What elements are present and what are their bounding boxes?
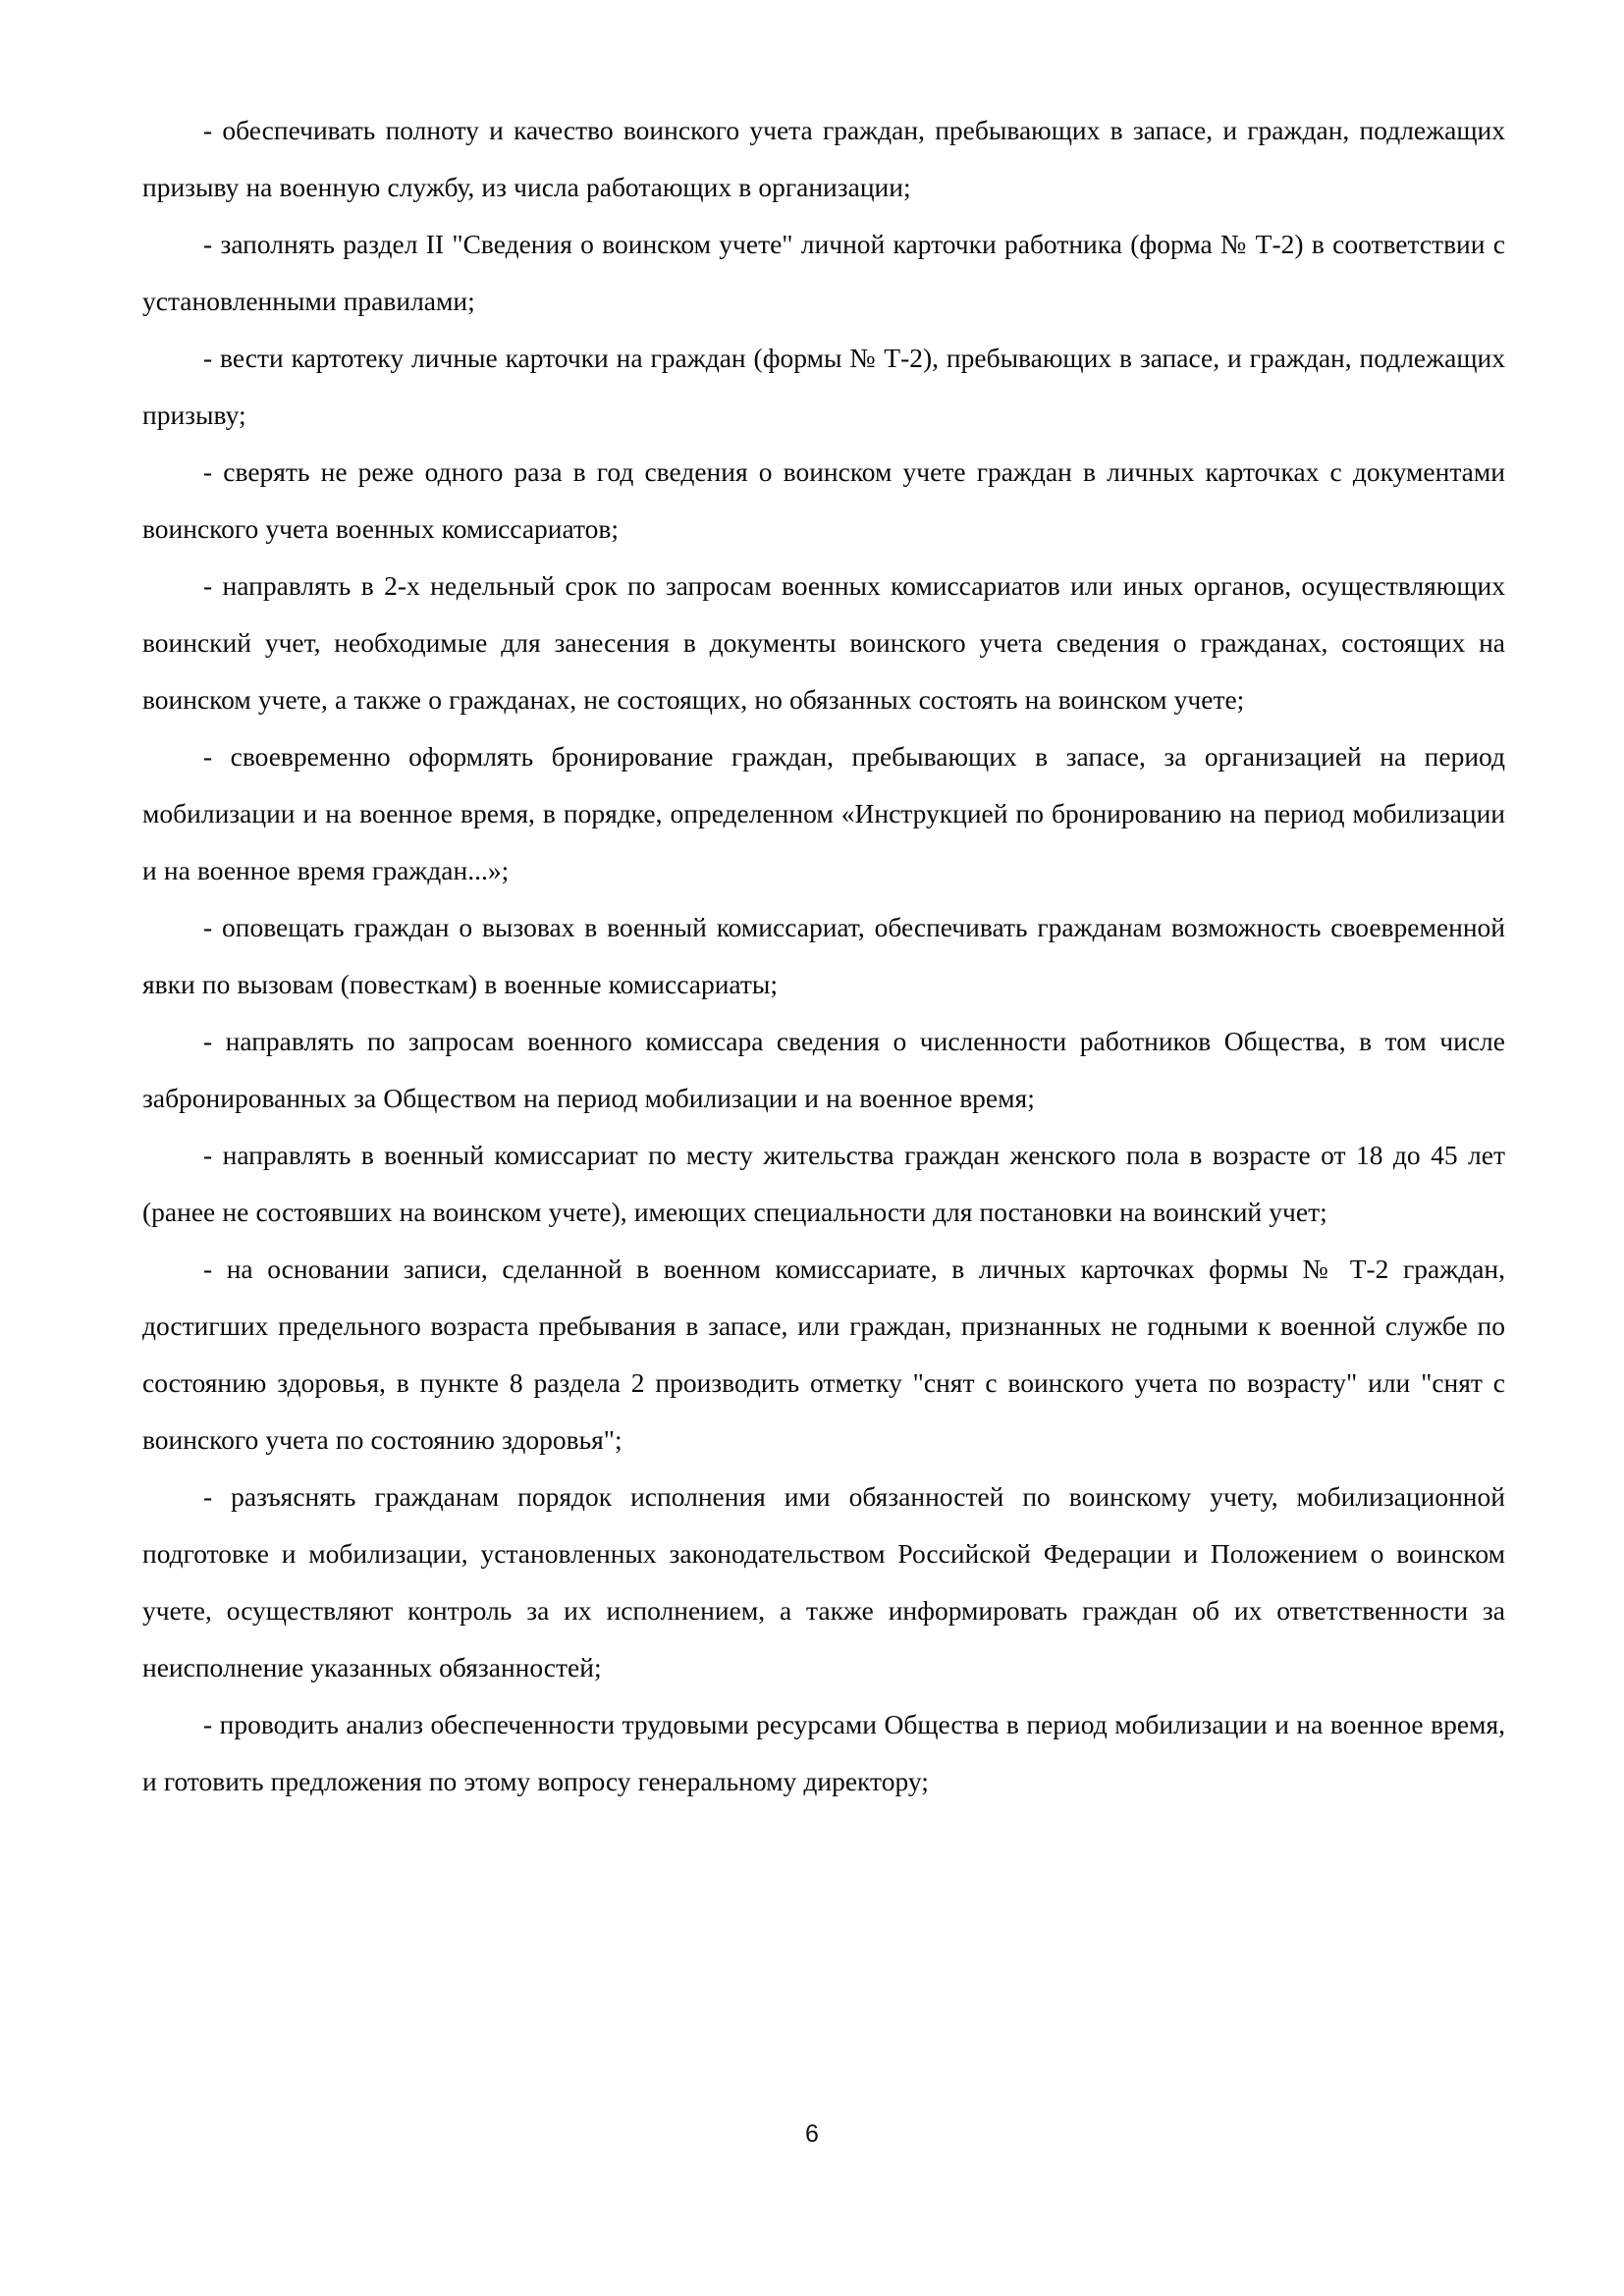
paragraph: - направлять в военный комиссариат по месту жительства граждан женского пола в возрасте от 18 до 45 лет (ранее не состоявших на воинском учете), имеющих специальности для постановки на воинский учет;: [142, 1140, 1505, 1227]
paragraph: - вести картотеку личные карточки на граждан (формы № Т-2), пребывающих в запасе, и граждан, подлежащих призыву;: [142, 343, 1505, 430]
paragraph: - заполнять раздел II "Сведения о воинском учете" личной карточки работника (форма № Т-2) в соответствии с установленными правилами;: [142, 229, 1505, 316]
paragraph: - проводить анализ обеспеченности трудовыми ресурсами Общества в период мобилизации и на военное время, и готовить предложения по этому вопросу генеральному директору;: [142, 1709, 1505, 1796]
paragraph: - направлять в 2-х недельный срок по запросам военных комиссариатов или иных органов, осуществляющих воинский учет, необходимые для занесения в документы воинского учета сведения о гражданах, состоящих на воинском учете, а также о гражданах, не состоящих, но обязанных состоять на воинском учете;: [142, 570, 1505, 715]
paragraph: - обеспечивать полноту и качество воинского учета граждан, пребывающих в запасе, и граждан, подлежащих призыву на военную службу, из числа работающих в организации;: [142, 115, 1505, 202]
paragraph: - сверять не реже одного раза в год сведения о воинском учете граждан в личных карточках с документами воинского учета военных комиссариатов;: [142, 456, 1505, 544]
page-number: 6: [805, 2120, 819, 2148]
paragraph: - оповещать граждан о вызовах в военный комиссариат, обеспечивать гражданам возможность своевременной явки по вызовам (повесткам) в военные комиссариаты;: [142, 912, 1505, 999]
paragraph: - направлять по запросам военного комиссара сведения о численности работников Общества, в том числе забронированных за Обществом на период мобилизации и на военное время;: [142, 1026, 1505, 1113]
document-body: [142, 102, 1505, 1810]
paragraph: - своевременно оформлять бронирование граждан, пребывающих в запасе, за организацией на период мобилизации и на военное время, в порядке, определенном «Инструкцией по бронированию на период мобилизации и на военное время граждан...»;: [142, 741, 1505, 885]
paragraph: - на основании записи, сделанной в военном комиссариате, в личных карточках формы № Т-2 граждан, достигших предельного возраста пребывания в запасе, или граждан, признанных не годными к военной службе по состоянию здоровья, в пункте 8 раздела 2 производить отметку "снят с воинского учета по возрасту" или "снят с воинского учета по состоянию здоровья";: [142, 1254, 1505, 1455]
paragraph: - разъяснять гражданам порядок исполнения ими обязанностей по воинскому учету, мобилизационной подготовке и мобилизации, установленных законодательством Российской Федерации и Положением о воинском учете, осуществляют контроль за их исполнением, а также информировать граждан об их ответственности за неисполнение указанных обязанностей;: [142, 1481, 1505, 1682]
